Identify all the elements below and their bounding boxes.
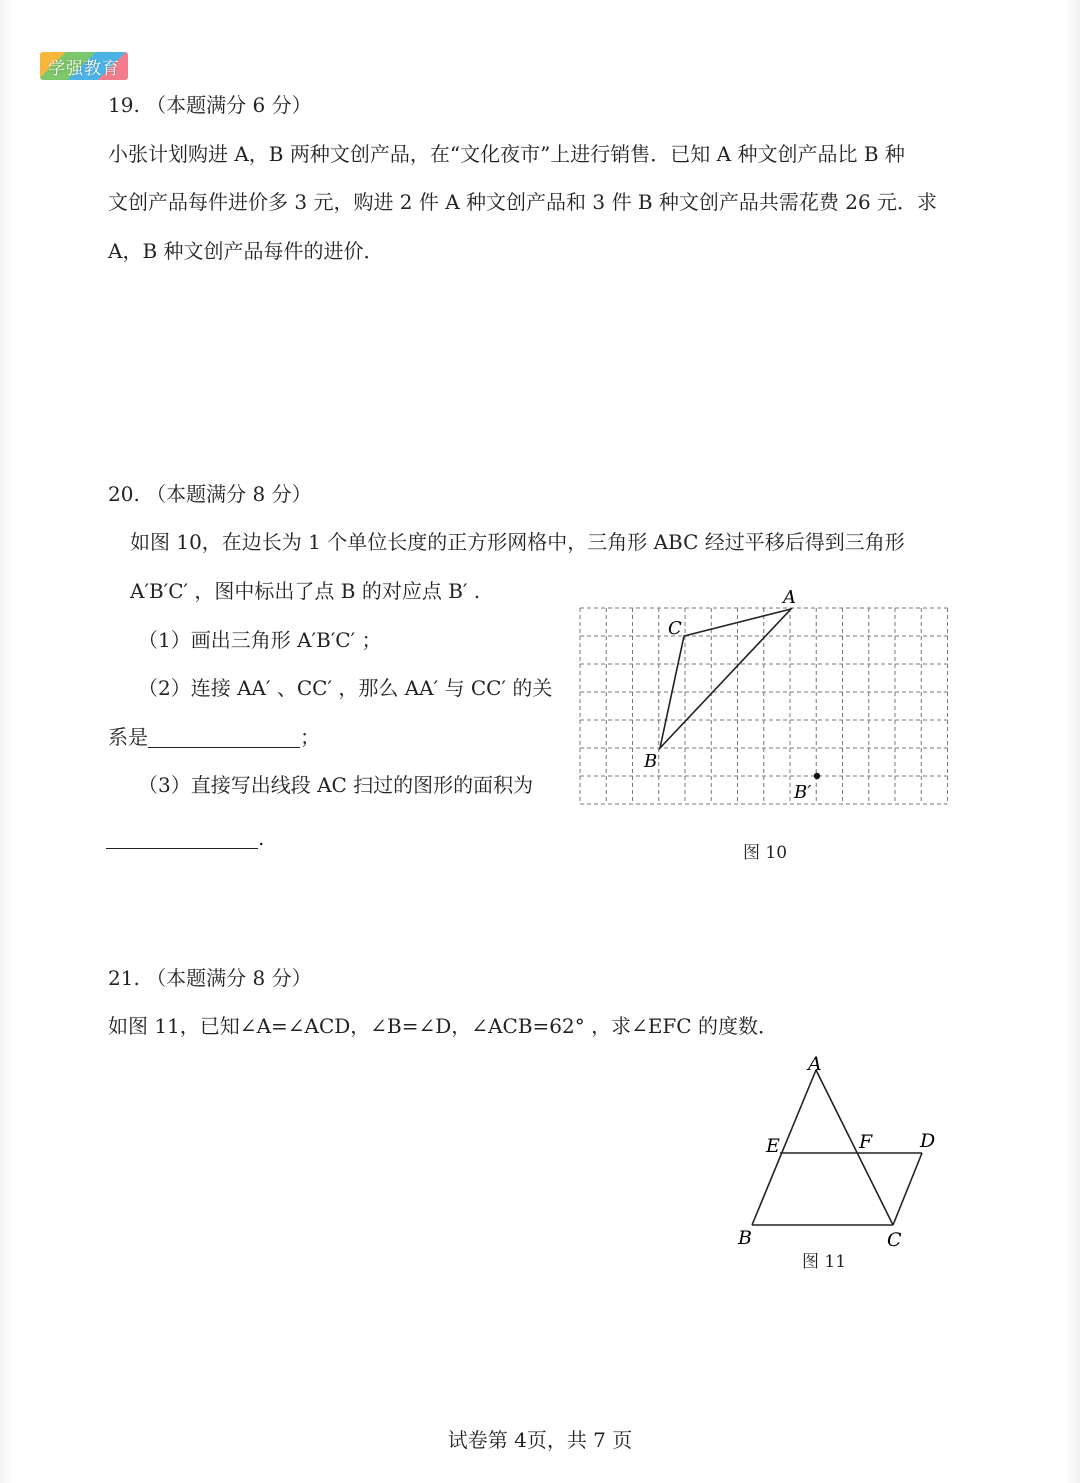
figure-11-caption: 图 11 <box>802 1252 847 1272</box>
q20-part-3-end: . <box>258 826 265 850</box>
segment-ab <box>752 1070 816 1225</box>
figure-10-caption: 图 10 <box>743 843 788 863</box>
q20-part-2-cont: 系是 <box>108 725 148 749</box>
label-c: C <box>887 1229 902 1251</box>
label-e: E <box>766 1135 780 1157</box>
q19-line-3: A，B 种文创产品每件的进价． <box>108 239 384 263</box>
q19-line-1: 小张计划购进 A，B 两种文创产品，在“文化夜市”上进行销售．已知 A 种文创产品比 B 种 <box>108 142 905 166</box>
label-a: A <box>783 587 796 608</box>
label-a: A <box>808 1053 822 1075</box>
q21-header: 21. （本题满分 8 分） <box>108 966 312 990</box>
q20-part-3-answer-line <box>106 825 264 851</box>
figure-11 <box>730 1045 960 1255</box>
label-c: C <box>668 618 682 639</box>
q20-intro-line-1: 如图 10，在边长为 1 个单位长度的正方形网格中，三角形 ABC 经过平移后得到三角形 <box>130 530 905 554</box>
label-d: D <box>920 1130 936 1152</box>
label-b-prime: B′ <box>794 782 812 803</box>
q20-part-1: （1）画出三角形 A′B′C′ ； <box>138 628 382 652</box>
label-b: B <box>738 1227 752 1249</box>
label-b: B <box>644 751 658 772</box>
segment-ac <box>816 1070 893 1225</box>
figure-10 <box>570 580 960 820</box>
q20-part-2-answer-line <box>108 724 320 750</box>
q19-line-2: 文创产品每件进价多 3 元，购进 2 件 A 种文创产品和 3 件 B 种文创产品共需花费 26 元．求 <box>108 190 938 214</box>
q20-part-2-end: ； <box>300 725 320 749</box>
point-b-prime <box>814 773 820 779</box>
q19-header: 19. （本题满分 6 分） <box>108 93 312 117</box>
q20-intro-line-2: A′B′C′ ，图中标出了点 B 的对应点 B′ . <box>130 579 481 603</box>
q20-part-2: （2）连接 AA′ 、CC′ ，那么 AA′ 与 CC′ 的关 <box>138 676 553 700</box>
label-f: F <box>859 1131 873 1153</box>
q20-part-3: （3）直接写出线段 AC 扫过的图形的面积为 <box>138 773 534 797</box>
segment-dc <box>893 1153 922 1225</box>
q21-text: 如图 11，已知∠A=∠ACD，∠B=∠D，∠ACB=62° ，求∠EFC 的度数． <box>108 1014 778 1038</box>
q20-part-2-answer-blank[interactable] <box>148 727 300 748</box>
q20-header: 20. （本题满分 8 分） <box>108 482 312 506</box>
page-footer: 试卷第 4页，共 7 页 <box>447 1428 633 1452</box>
brand-logo: 学强教育 <box>40 52 128 80</box>
q20-part-3-answer-blank[interactable] <box>106 828 258 849</box>
